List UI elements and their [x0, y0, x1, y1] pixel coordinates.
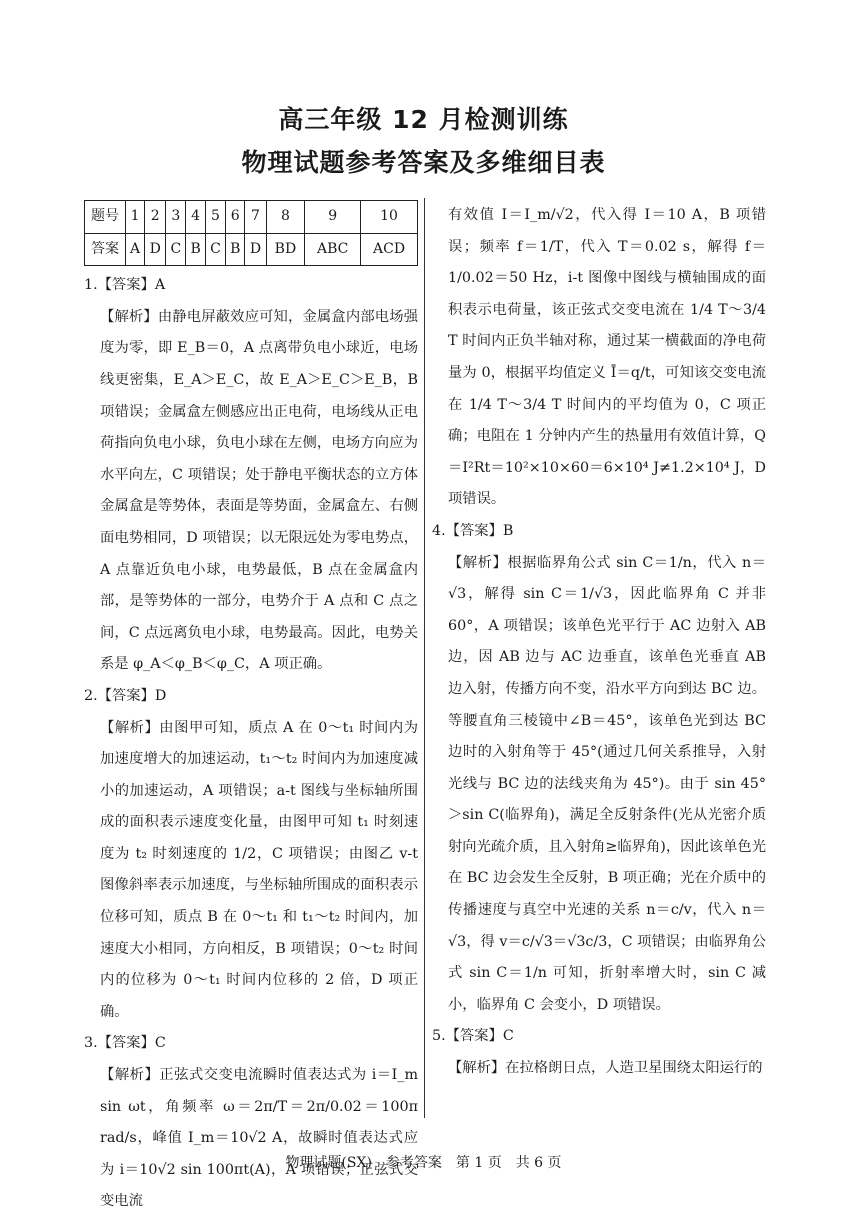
table-cell: 2	[145, 201, 166, 234]
q3-answer: 3.【答案】C	[84, 1035, 166, 1052]
table-cell: BD	[266, 233, 305, 266]
answer-table	[84, 200, 418, 266]
q5-answer: 5.【答案】C	[432, 1028, 514, 1045]
table-cell: B	[226, 233, 245, 266]
table-cell: ACD	[361, 233, 418, 266]
table-cell: D	[145, 233, 166, 266]
q2-answer: 2.【答案】D	[84, 687, 167, 704]
table-cell: 1	[126, 201, 145, 234]
table-cell: 6	[226, 201, 245, 234]
table-cell: 5	[205, 201, 225, 234]
table-cell: 8	[266, 201, 305, 234]
q2-analysis: 【解析】由图甲可知，质点 A 在 0～t₁ 时间内为加速度增大的加速运动，t₁～t₂ 时间内为加速度减小的加速运动，A 项错误；a-t 图线与坐标轴所围成的面积表示速度变化量，由图甲可知 t₁ 时刻速度为 t₂ 时刻速度的 1/2，C 项错误；由图乙 v-t 图像斜率表示加速度，与坐标轴所围成的面积表示位移可知，质点 B 在 0～t₁ 和 t₁～t₂ 时间内，加速度大小相同，方向相反，B 项错误；0～t₂ 时间内的位移为 0～t₁ 时间内位移的 2 倍，D 项正确。	[100, 719, 418, 1020]
table-cell: 9	[305, 201, 361, 234]
left-column	[84, 200, 418, 1218]
q3-analysis-continued: 有效值 I＝I_m/√2，代入得 I＝10 A，B 项错误；频率 f＝1/T，代入 T＝0.02 s，解得 f＝1/0.02＝50 Hz，i-t 图像中图线与横轴围成的面积表示电荷量，该正弦式交变电流在 1/4 T～3/4 T 时间内正负半轴对称，通过某一横截面的净电荷量为 0，根据平均值定义 Ī＝q/t，可知该交变电流在 1/4 T～3/4 T 时间内的平均值为 0，C 项正确；电阻在 1 分钟内产生的热量用有效值计算，Q＝I²Rt＝10²×10×60＝6×10⁴ J≠1.2×10⁴ J，D 项错误。	[448, 207, 766, 508]
q3-analysis: 【解析】正弦式交变电流瞬时值表达式为 i＝I_m sin ωt，角频率 ω＝2π/T＝2π/0.02＝100π rad/s，峰值 I_m＝10√2 A，故瞬时值表达式应为 i＝10√2 sin 100πt(A)，A 项错误；正弦式交变电流	[100, 1067, 418, 1210]
table-cell: C	[205, 233, 225, 266]
table-cell: 7	[245, 201, 266, 234]
table-header-cell: 题号	[85, 201, 126, 234]
page-footer: 物理试题(SX) 参考答案 第 1 页 共 6 页	[285, 1155, 562, 1171]
table-row	[85, 201, 418, 234]
column-divider	[424, 198, 425, 1118]
q1-analysis: 【解析】由静电屏蔽效应可知，金属盒内部电场强度为零，即 E_B＝0，A 点离带负电小球近，电场线更密集，E_A＞E_C，故 E_A＞E_C＞E_B，B 项错误；金属盒左侧感应出正电荷，电场线从正电荷指向负电小球，负电小球在左侧，电场方向应为水平向左，C 项错误；处于静电平衡状态的立方体金属盒是等势体，表面是等势面，金属盒左、右侧面电势相同，D 项错误；以无限远处为零电势点，A 点靠近负电小球，电势最低，B 点在金属盒内部，是等势体的一部分，电势介于 A 点和 C 点之间，C 点远离负电小球，电势最高。因此，电势关系是 φ_A＜φ_B＜φ_C，A 项正确。	[100, 308, 418, 673]
table-cell: 3	[166, 201, 186, 234]
table-row	[85, 233, 418, 266]
table-header-cell: 答案	[85, 233, 126, 266]
table-cell: 10	[361, 201, 418, 234]
q4-analysis: 【解析】根据临界角公式 sin C＝1/n，代入 n＝√3，解得 sin C＝1/√3，因此临界角 C 并非 60°，A 项错误；该单色光平行于 AC 边射入 AB 边，因 AB 边与 AC 边垂直，该单色光垂直 AB 边入射，传播方向不变，沿水平方向到达 BC 边。等腰直角三棱镜中∠B＝45°，该单色光到达 BC 边时的入射角等于 45°(通过几何关系推导，入射光线与 BC 边的法线夹角为 45°)。由于 sin 45°＞sin C(临界角)，满足全反射条件(光从光密介质射向光疏介质，且入射角≥临界角)，因此该单色光在 BC 边会发生全反射，B 项正确；光在介质中的传播速度与真空中光速的关系 n＝c/v，代入 n＝√3，得 v＝c/√3＝√3c/3，C 项错误；由临界角公式 sin C＝1/n 可知，折射率增大时，sin C 减小，临界角 C 会变小，D 项错误。	[448, 554, 766, 1013]
table-cell: B	[186, 233, 205, 266]
q1-answer: 1.【答案】A	[84, 277, 166, 294]
page-subtitle: 物理试题参考答案及多维细目表	[241, 148, 606, 177]
right-column	[432, 200, 766, 1085]
q4-answer: 4.【答案】B	[432, 522, 514, 539]
page-title: 高三年级 12 月检测训练	[278, 105, 569, 134]
q5-analysis: 【解析】在拉格朗日点，人造卫星围绕太阳运行的	[448, 1060, 763, 1077]
table-cell: D	[245, 233, 266, 266]
table-cell: ABC	[305, 233, 361, 266]
table-cell: A	[126, 233, 145, 266]
table-cell: 4	[186, 201, 205, 234]
table-cell: C	[166, 233, 186, 266]
